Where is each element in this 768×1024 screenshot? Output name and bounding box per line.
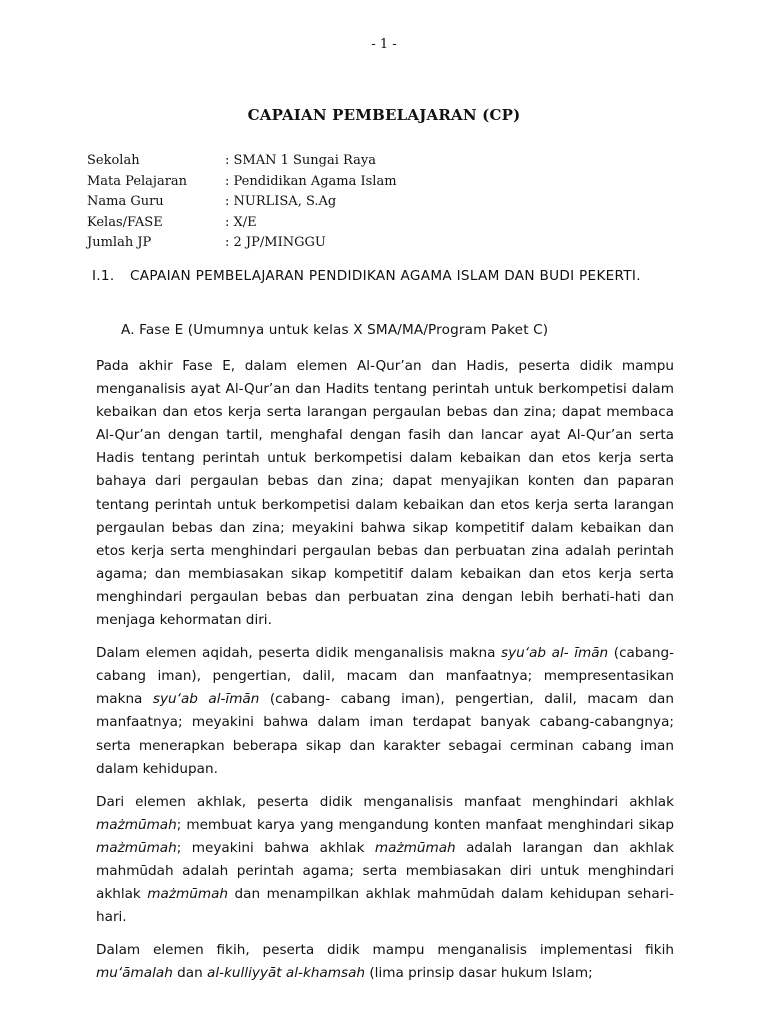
text-run: ; meyakini bahwa akhlak bbox=[176, 839, 375, 856]
text-run: (cabang-cabang iman), pengertian, dalil, macam dan manfaatnya; mempresentasikan makna bbox=[96, 645, 674, 708]
info-row-jumlah-jp bbox=[87, 233, 687, 254]
document-title: CAPAIAN PEMBELAJARAN (CP) bbox=[247, 106, 521, 124]
italic-term: mażmūmah bbox=[147, 886, 229, 903]
info-value: : NURLISA, S.Ag bbox=[225, 194, 337, 209]
section-heading-text: CAPAIAN PEMBELAJARAN PENDIDIKAN AGAMA ISLAM DAN BUDI PEKERTI. bbox=[130, 268, 641, 284]
italic-term: al-kulliyyāt al-khamsah bbox=[207, 965, 366, 982]
italic-term: syu‘ab al- īmān bbox=[501, 645, 609, 662]
italic-term: mażmūmah bbox=[96, 839, 177, 856]
text-run: dan bbox=[172, 965, 208, 982]
paragraph-akhlak bbox=[96, 791, 674, 930]
italic-term: mu‘āmalah bbox=[96, 965, 173, 982]
text-run: Dalam elemen fikih, peserta didik mampu menganalisis implementasi fikih bbox=[96, 942, 674, 959]
info-label: Kelas/FASE bbox=[87, 214, 163, 230]
section-number: I.1. bbox=[92, 268, 115, 284]
paragraph-aqidah bbox=[96, 642, 674, 781]
info-value: : 2 JP/MINGGU bbox=[225, 235, 326, 250]
info-label: Nama Guru bbox=[87, 194, 164, 209]
italic-term: syu‘ab al-īmān bbox=[152, 691, 260, 708]
info-value: : X/E bbox=[225, 214, 257, 230]
paragraph-fikih bbox=[96, 939, 674, 985]
info-row-mata-pelajaran bbox=[87, 172, 687, 193]
info-label: Sekolah bbox=[87, 153, 140, 168]
text-run: adalah larangan dan akhlak mahmūdah adalah perintah agama; serta membiasakan diri untuk menghindari akhlak bbox=[96, 839, 674, 903]
text-run: ; membuat karya yang mengandung konten manfaat menghindari sikap bbox=[176, 816, 674, 833]
info-value: : Pendidikan Agama Islam bbox=[225, 173, 397, 189]
italic-term: mażmūmah bbox=[96, 816, 177, 833]
info-value: : SMAN 1 Sungai Raya bbox=[225, 153, 376, 168]
text-run: (cabang- cabang iman), pengertian, dalil, macam dan manfaatnya; meyakini bahwa dalam iman terdapat banyak cabang-cabangnya; serta menerapkan beberapa sikap dan karakter sebagai cerminan cabang iman dalam kehidupan. bbox=[96, 691, 674, 777]
subsection-heading: A. Fase E (Umumnya untuk kelas X SMA/MA/Program Paket C) bbox=[121, 322, 549, 338]
text-run: Dari elemen akhlak, peserta didik menganalisis manfaat menghindari akhlak bbox=[96, 793, 674, 810]
section-heading bbox=[92, 265, 675, 288]
identity-table bbox=[87, 151, 687, 254]
text-run: Dalam elemen aqidah, peserta didik menganalisis makna bbox=[96, 645, 501, 662]
info-row-sekolah bbox=[87, 151, 687, 172]
info-row-kelas-fase bbox=[87, 213, 687, 234]
info-label: Jumlah JP bbox=[87, 235, 152, 250]
page-number: - 1 - bbox=[371, 37, 397, 52]
document-body bbox=[96, 355, 674, 995]
info-row-nama-guru bbox=[87, 192, 687, 213]
italic-term: mażmūmah bbox=[374, 839, 456, 856]
text-run: (lima prinsip dasar hukum Islam; bbox=[365, 965, 593, 982]
info-label: Mata Pelajaran bbox=[87, 173, 188, 189]
text-run: dan menampilkan akhlak mahmūdah dalam kehidupan sehari-hari. bbox=[96, 886, 674, 926]
paragraph-quran-hadis: Pada akhir Fase E, dalam elemen Al-Qur’an dan Hadis, peserta didik mampu menganalisis ayat Al-Qur’an dan Hadits tentang perintah untuk berkompetisi dalam kebaikan dan etos kerja serta larangan pergaulan bebas dan zina; dapat membaca Al-Qur’an dengan tartil, menghafal dengan fasih dan lancar ayat Al-Qur’an serta Hadis tentang perintah untuk berkompetisi dalam kebaikan dan etos kerja serta bahaya dari pergaulan bebas dan zina; dapat menyajikan konten dan paparan tentang perintah untuk berkompetisi dalam kebaikan dan etos kerja serta larangan pergaulan bebas dan zina; meyakini bahwa sikap kompetitif dalam kebaikan dan etos kerja serta menghindari pergaulan bebas dan perbuatan zina adalah perintah agama; dan membiasakan sikap kompetitif dalam kebaikan dan etos kerja serta menghindari pergaulan bebas dan perbuatan zina dengan lebih berhati-hati dan menjaga kehormatan diri. bbox=[96, 358, 674, 629]
